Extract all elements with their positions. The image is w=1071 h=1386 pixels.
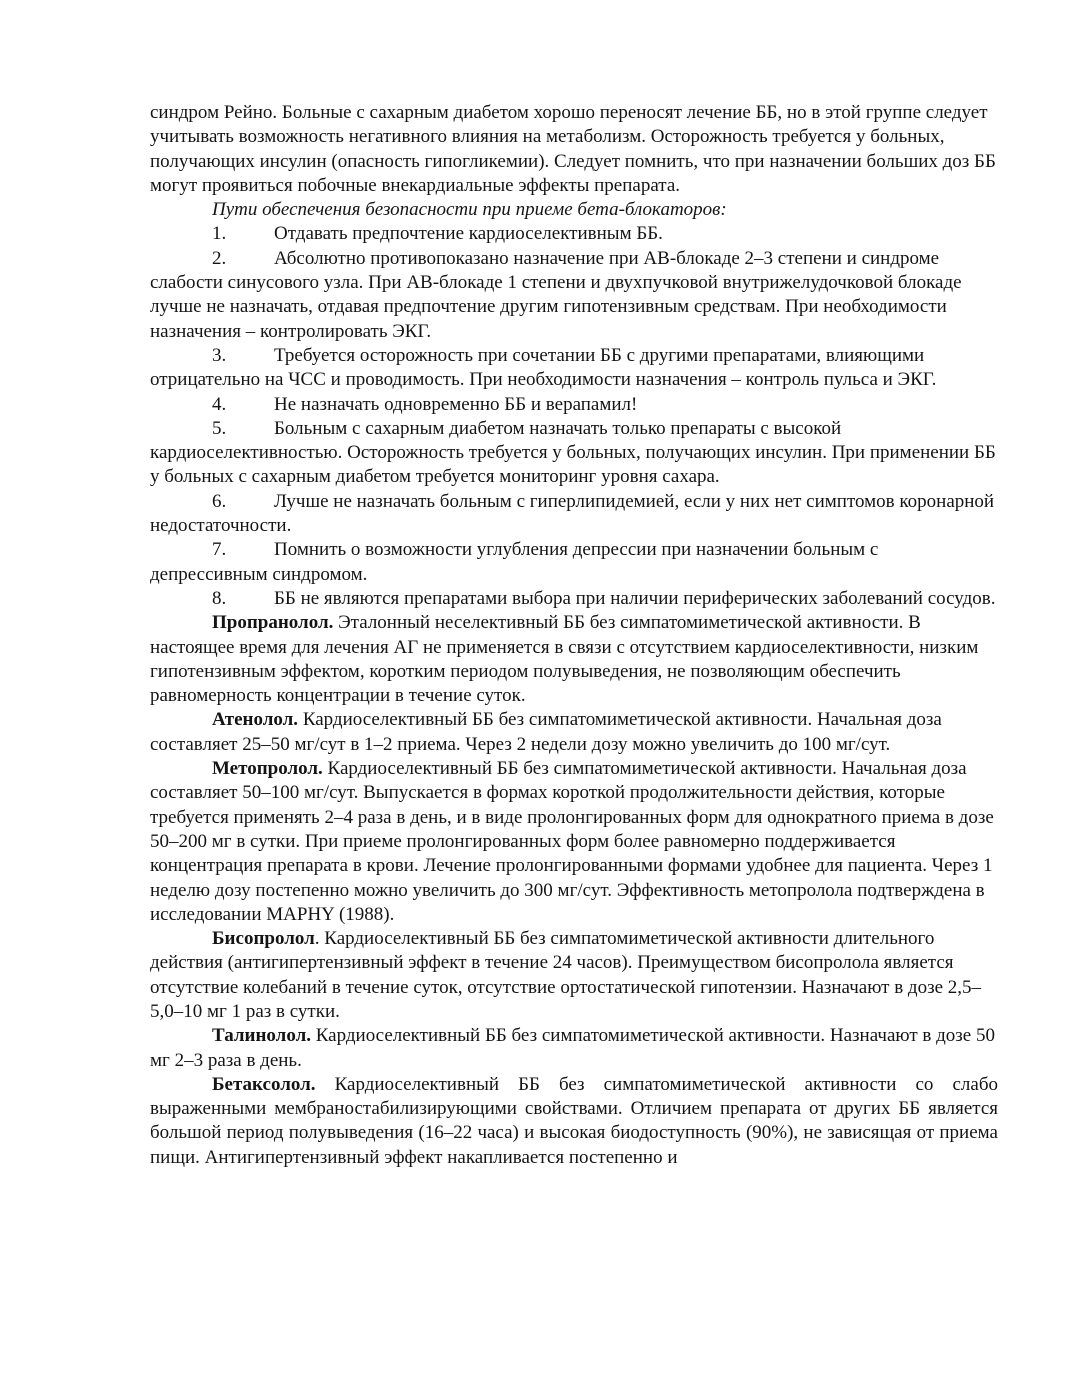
drug-paragraph <box>150 1073 998 1170</box>
list-item-text: Не назначать одновременно ББ и верапамил! <box>274 393 638 415</box>
list-item <box>150 490 998 539</box>
list-item-text: Требуется осторожность при сочетании ББ с другими препаратами, влияющими отрицательно на ЧСС и проводимость. При необходимости назначения – контроль пульса и ЭКГ. <box>150 344 937 391</box>
drug-description: . Кардиоселективный ББ без симпатомиметической активности длительного действия (антигипертензивный эффект в течение 24 часов). Преимуществом бисопролола является отсутствие колебаний в течение суток, отсутствие ортостатической гипотензии. Назначают в дозе 2,5–5,0–10 мг 1 раз в сутки. <box>150 928 982 1022</box>
list-item-text: ББ не являются препаратами выбора при наличии периферических заболеваний сосудов. <box>274 587 996 609</box>
drug-name: Атенолол. <box>212 709 299 731</box>
list-item-number: 5. <box>212 417 227 439</box>
list-item <box>150 393 998 417</box>
intro-paragraph: синдром Рейно. Больные с сахарным диабетом хорошо переносят лечение ББ, но в этой группе следует учитывать возможность негативного влияния на метаболизм. Осторожность требуется у больных, получающих инсулин (опасность гипогликемии). Следует помнить, что при назначении больших доз ББ могут проявиться побочные внекардиальные эффекты препарата. <box>150 102 996 196</box>
drug-description: Кардиоселективный ББ без симпатомиметической активности со слабо выраженными мембраностабилизирующими свойствами. Отличием препарата от других ББ является большой период полувыведения (16–22 часа) и высокая биодоступность (90%), не зависящая от приема пищи. Антигипертензивный эффект накапливается постепенно и <box>150 1073 998 1168</box>
list-item <box>150 538 998 587</box>
list-item-number: 1. <box>212 223 227 245</box>
drug-name: Метопролол. <box>212 758 323 780</box>
drug-description: Эталонный неселективный ББ без симпатомиметической активности. В настоящее время для лечения АГ не применяется в связи с отсутствием кардиоселективности, низким гипотензивным эффектом, коротким периодом полувыведения, не позволяющим обеспечить равномерность концентрации в течение суток. <box>150 612 979 707</box>
list-item <box>150 587 998 611</box>
list-item-number: 2. <box>212 247 227 269</box>
drug-description: Кардиоселективный ББ без симпатомиметической активности. Начальная доза составляет 25–50 мг/сут в 1–2 приема. Через 2 недели дозу можно увеличить до 100 мг/сут. <box>150 709 942 755</box>
drug-paragraph <box>150 611 998 708</box>
drug-name: Бетаксолол. <box>212 1073 316 1095</box>
drug-name: Пропранолол. <box>212 612 334 634</box>
list-item-number: 3. <box>212 344 227 366</box>
list-item <box>150 247 998 344</box>
drug-name: Бисопролол <box>212 928 315 950</box>
list-item-number: 7. <box>212 539 227 561</box>
drug-paragraph <box>150 708 998 757</box>
list-item <box>150 344 998 393</box>
drug-description: Кардиоселективный ББ без симпатомиметической активности. Начальная доза составляет 50–100 мг/сут. Выпускается в формах короткой продолжительности действия, которые требуется применять 2–4 раза в день, и в виде пролонгированных форм для однократного приема в дозе 50–200 мг в сутки. При приеме пролонгированных форм более равномерно поддерживается концентрация препарата в крови. Лечение пролонгированными формами удобнее для пациента. Через 1 неделю дозу постепенно можно увеличить до 300 мг/сут. Эффективность метопролола подтверждена в исследовании MAPHY (1988). <box>150 758 994 925</box>
list-item-text: Лучше не назначать больным с гиперлипидемией, если у них нет симптомов коронарной недостаточности. <box>150 490 995 537</box>
list-item-text: Больным с сахарным диабетом назначать только препараты с высокой кардиоселективностью. Осторожность требуется у больных, получающих инсулин. При применении ББ у больных с сахарным диабетом требуется мониторинг уровня сахара. <box>150 417 996 488</box>
list-item-number: 8. <box>212 587 227 609</box>
list-item <box>150 417 998 490</box>
list-item-text: Абсолютно противопоказано назначение при АВ-блокаде 2–3 степени и синдроме слабости синусового узла. При АВ-блокаде 1 степени и двухпучковой внутрижелудочковой блокаде лучше не назначать, отдавая предпочтение другим гипотензивным средствам. При необходимости назначения – контролировать ЭКГ. <box>150 247 962 342</box>
drug-paragraph <box>150 1024 998 1073</box>
list-item-text: Помнить о возможности углубления депрессии при назначении больным с депрессивным синдромом. <box>150 539 879 585</box>
drug-paragraph <box>150 927 998 1024</box>
drug-paragraph <box>150 757 998 927</box>
list-item-text: Отдавать предпочтение кардиоселективным ББ. <box>274 223 663 245</box>
drug-description: Кардиоселективный ББ без симпатомиметической активности. Назначают в дозе 50 мг 2–3 раза в день. <box>150 1025 995 1071</box>
list-item <box>150 222 998 246</box>
drug-name: Талинолол. <box>212 1025 311 1047</box>
safety-heading: Пути обеспечения безопасности при приеме бета-блокаторов: <box>212 199 727 221</box>
list-item-number: 4. <box>212 393 227 415</box>
document-page <box>150 101 998 1170</box>
list-item-number: 6. <box>212 490 227 512</box>
